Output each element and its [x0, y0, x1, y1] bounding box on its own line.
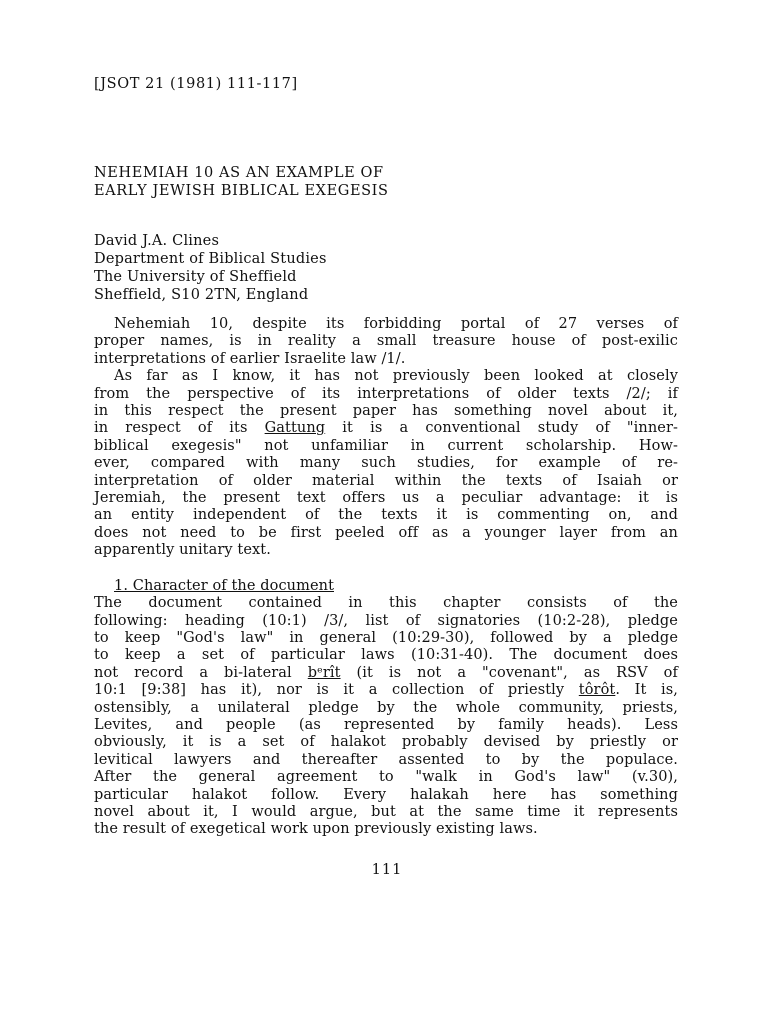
text-fragment: . It is,	[615, 682, 678, 699]
text-line: an entity independent of the texts it is commenting on, and	[94, 507, 678, 524]
text-line: the result of exegetical work upon previously existing laws.	[94, 821, 538, 838]
article-body	[94, 316, 678, 839]
text-line: interpretations of earlier Israelite law /1/.	[94, 350, 406, 367]
text-line: from the perspective of its interpretations of older texts /2/; if	[94, 385, 678, 402]
text-line: interpretation of older material within the texts of Isaiah or	[94, 472, 678, 489]
paragraph-1	[94, 316, 678, 368]
text-line	[94, 682, 678, 699]
author-block	[94, 232, 327, 304]
text-fragment: not record a bi-lateral	[94, 664, 308, 681]
text-line	[94, 665, 678, 682]
text-line: particular halakot follow. Every halakah here has something	[94, 786, 678, 803]
text-fragment: (it is not a "covenant", as RSV of	[340, 664, 678, 681]
text-line: Levites, and people (as represented by family heads). Less	[94, 716, 678, 733]
page	[94, 0, 680, 1024]
page-number: 111	[371, 862, 403, 878]
term-torot: tôrôt	[578, 682, 616, 699]
article-title	[94, 164, 389, 200]
author-name: David J.A. Clines	[94, 233, 220, 249]
term-gattung: Gattung	[264, 420, 326, 437]
journal-citation: [JSOT 21 (1981) 111-117]	[94, 76, 298, 92]
text-line: obviously, it is a set of halakot probably devised by priestly or	[94, 734, 678, 751]
text-fragment: in respect of its	[94, 420, 265, 437]
paragraph-2	[94, 368, 678, 559]
title-line-2: EARLY JEWISH BIBLICAL EXEGESIS	[94, 183, 389, 199]
author-university: The University of Sheffield	[94, 269, 297, 285]
text-line: ever, compared with many such studies, for example of re-	[94, 455, 678, 472]
text-line: does not need to be first peeled off as a younger layer from an	[94, 524, 678, 541]
text-line: to keep a set of particular laws (10:31-40). The document does	[94, 647, 678, 664]
title-line-1: NEHEMIAH 10 AS AN EXAMPLE OF	[94, 165, 384, 181]
text-line: novel about it, I would argue, but at the same time it represents	[94, 803, 678, 820]
text-line: to keep "God's law" in general (10:29-30), followed by a pledge	[94, 629, 678, 646]
text-line: After the general agreement to "walk in God's law" (v.30),	[94, 769, 678, 786]
text-fragment: it is a conventional study of "inner-	[325, 420, 678, 437]
text-line: following: heading (10:1) /3/, list of signatories (10:2-28), pledge	[94, 612, 678, 629]
text-line: ostensibly, a unilateral pledge by the whole community, priests,	[94, 699, 678, 716]
text-fragment: 10:1 [9:38] has it), nor is it a collection of priestly	[94, 682, 579, 699]
text-line: in this respect the present paper has something novel about it,	[94, 403, 678, 420]
text-line	[94, 420, 678, 437]
author-address: Sheffield, S10 2TN, England	[94, 287, 309, 303]
text-line: As far as I know, it has not previously been looked at closely	[114, 368, 678, 385]
text-line: apparently unitary text.	[94, 542, 271, 559]
text-line: Jeremiah, the present text offers us a peculiar advantage: it is	[94, 490, 678, 507]
term-berit: bᵉrît	[307, 664, 341, 681]
text-line: Nehemiah 10, despite its forbidding portal of 27 verses of	[114, 316, 678, 332]
text-line: biblical exegesis" not unfamiliar in current scholarship. How-	[94, 437, 678, 454]
text-line: proper names, is in reality a small treasure house of post-exilic	[94, 333, 678, 350]
author-department: Department of Biblical Studies	[94, 251, 327, 267]
paragraph-3	[94, 595, 678, 839]
text-line: The document contained in this chapter consists of the	[94, 595, 678, 612]
section-heading: 1. Character of the document	[114, 577, 334, 594]
text-line: levitical lawyers and thereafter assented to by the populace.	[94, 751, 678, 768]
